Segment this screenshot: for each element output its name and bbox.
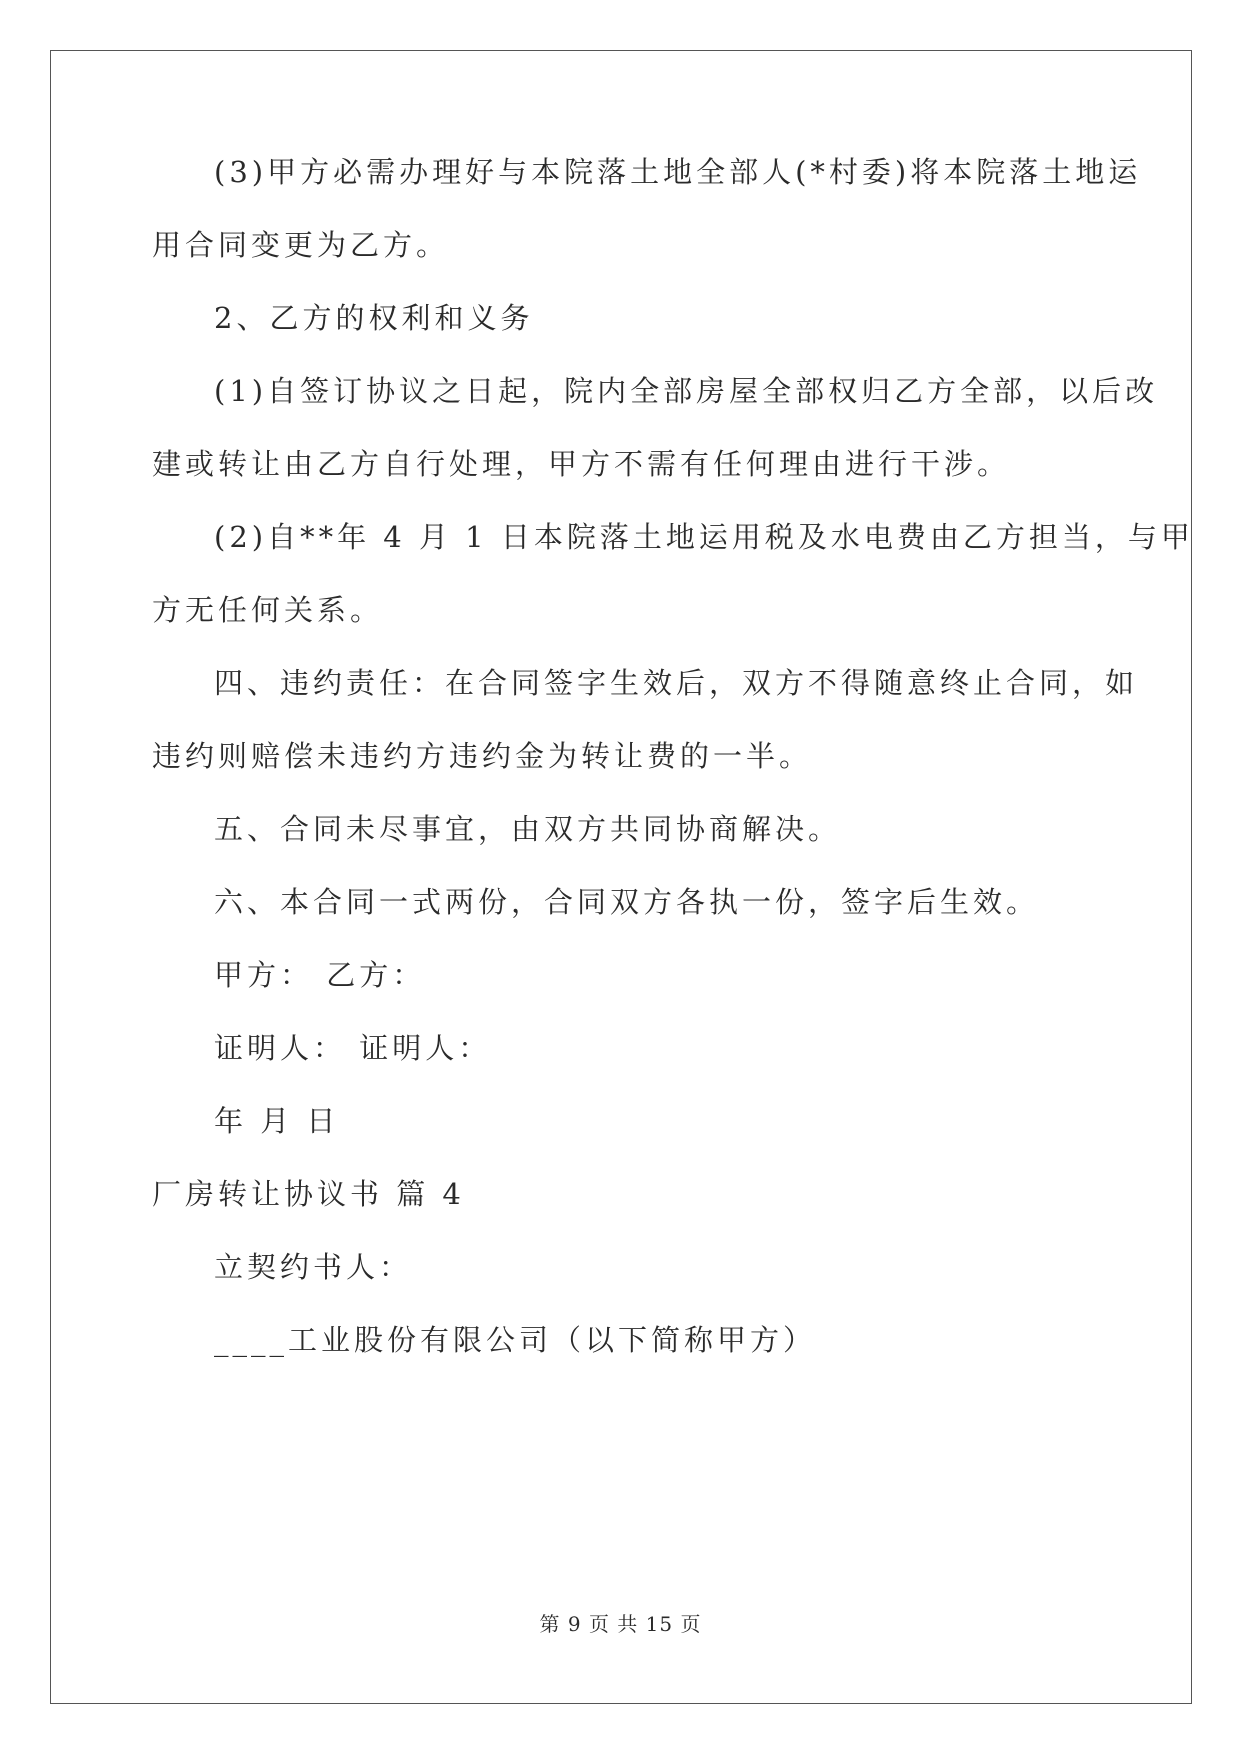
paragraph-line: 用合同变更为乙方。 xyxy=(152,228,450,262)
paragraph-line: (1)自签订协议之日起，院内全部房屋全部权归乙方全部，以后改 xyxy=(214,374,1159,408)
paragraph-line: (3)甲方必需办理好与本院落土地全部人(*村委)将本院落土地运 xyxy=(214,155,1142,189)
paragraph-line: 立契约书人： xyxy=(214,1250,413,1284)
paragraph-line: ____工业股份有限公司（以下简称甲方） xyxy=(214,1323,817,1357)
paragraph-line: 违约则赔偿未违约方违约金为转让费的一半。 xyxy=(152,739,813,773)
paragraph-line: 五、合同未尽事宜，由双方共同协商解决。 xyxy=(214,812,842,846)
signature-line: 甲方： 乙方： xyxy=(214,958,426,992)
paragraph-line: 方无任何关系。 xyxy=(152,593,384,627)
date-line: 年 月 日 xyxy=(214,1104,340,1138)
witness-line: 证明人： 证明人： xyxy=(214,1031,492,1065)
section-title: 厂房转让协议书 篇 4 xyxy=(152,1177,465,1211)
page-footer: 第 9 页 共 15 页 xyxy=(539,1612,702,1636)
paragraph-line: 建或转让由乙方自行处理，甲方不需有任何理由进行干涉。 xyxy=(152,447,1011,481)
paragraph-line: 六、本合同一式两份，合同双方各执一份，签字后生效。 xyxy=(214,885,1040,919)
section-heading: 2、乙方的权利和义务 xyxy=(214,301,534,335)
paragraph-line: (2)自**年 4 月 1 日本院落土地运用税及水电费由乙方担当，与甲 xyxy=(214,520,1194,554)
paragraph-line: 四、违约责任：在合同签字生效后，双方不得随意终止合同，如 xyxy=(214,666,1139,700)
